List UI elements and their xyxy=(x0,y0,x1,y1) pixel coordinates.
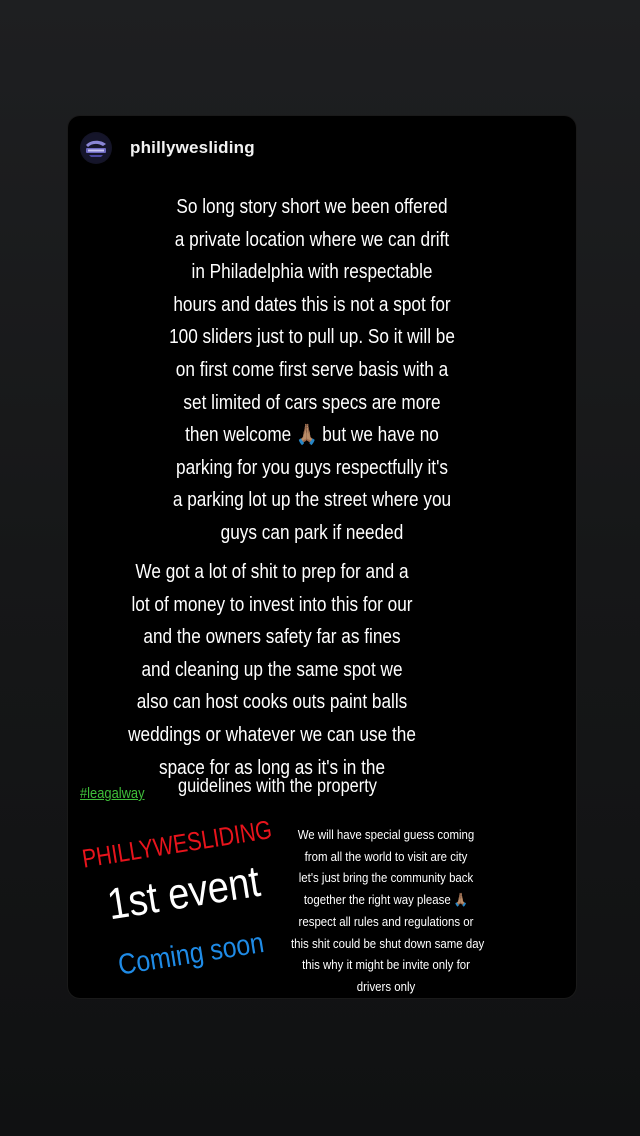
text-line: weddings or whatever we can use the xyxy=(128,723,416,746)
text-line: also can host cooks outs paint balls xyxy=(136,691,408,714)
text-line: in Philadelphia with respectable xyxy=(191,261,433,284)
text-line: and cleaning up the same spot we xyxy=(141,658,403,681)
text-line: guys can park if needed xyxy=(220,521,404,544)
text-line: set limited of cars specs are more xyxy=(183,391,441,414)
text-line: then welcome 🙏🏽 but we have no xyxy=(185,424,439,447)
text-line: a private location where we can drift xyxy=(174,228,450,251)
story-text-second xyxy=(98,556,445,784)
text-line: on first come first serve basis with a xyxy=(175,358,449,381)
text-line: from all the world to visit are city xyxy=(304,848,468,864)
promo-event-text: 1st event xyxy=(104,856,264,930)
hashtag-link[interactable]: #leagalway xyxy=(80,785,145,802)
phillywesliding-logo-icon xyxy=(81,133,111,163)
avatar[interactable] xyxy=(80,132,112,164)
promo-brand-text: PHILLYWESLIDING xyxy=(80,814,274,874)
text-line: drivers only xyxy=(356,978,416,994)
promo-coming-soon-text: Coming soon xyxy=(116,927,267,982)
text-line: hours and dates this is not a spot for xyxy=(173,293,451,316)
story-text-small xyxy=(290,824,485,998)
text-line: lot of money to invest into this for our xyxy=(131,593,413,616)
text-line: We got a lot of shit to prep for and a xyxy=(135,561,409,583)
text-line: this why it might be invite only for xyxy=(302,957,470,973)
text-line: respect all rules and regulations or xyxy=(298,913,474,929)
text-line: So long story short we been offered xyxy=(176,196,448,218)
text-line: this shit could be shut down same day xyxy=(290,935,485,951)
text-line: a parking lot up the street where you xyxy=(172,489,452,512)
text-line: let's just bring the community back xyxy=(298,870,474,886)
text-line: parking for you guys respectfully it's xyxy=(176,456,448,479)
text-line: 100 sliders just to pull up. So it will be xyxy=(169,326,455,349)
text-line-last: guidelines with the property xyxy=(178,776,377,797)
text-line: space for as long as it's in the xyxy=(158,756,386,779)
username[interactable]: phillywesliding xyxy=(130,138,255,157)
text-line: together the right way please 🙏🏽 xyxy=(303,892,469,908)
text-line: and the owners safety far as fines xyxy=(143,626,401,649)
story-header[interactable] xyxy=(80,130,255,166)
text-line: We will have special guess coming xyxy=(297,827,475,842)
story-card xyxy=(68,116,576,998)
story-text-main xyxy=(138,191,485,550)
